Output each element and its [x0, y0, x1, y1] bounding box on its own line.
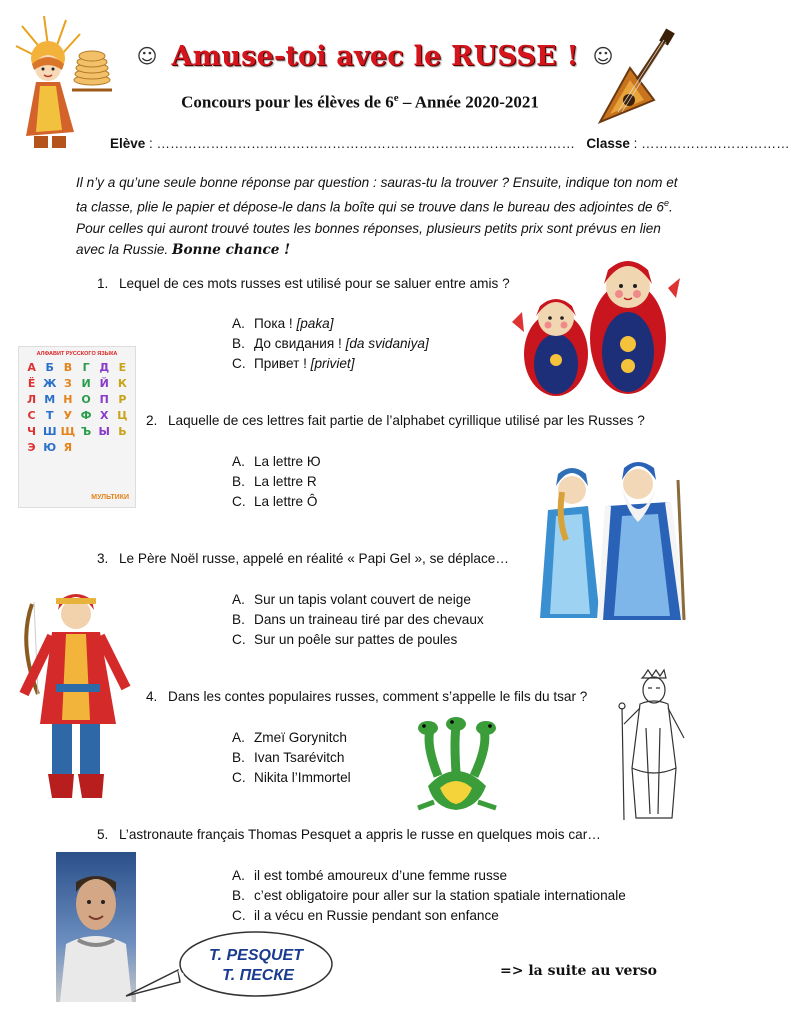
poster-heading: АЛФАВИТ РУССКОГО ЯЗЫКА — [36, 351, 118, 357]
title-row — [136, 34, 614, 78]
option-text: Dans un traineau tiré par des chevaux — [254, 612, 484, 627]
option-letter: B. — [232, 474, 245, 489]
smiley-left-icon: ☺ — [136, 44, 158, 68]
question-number: 1. — [97, 276, 109, 291]
poster-letter: Щ — [60, 425, 76, 438]
poster-letter: Ш — [42, 425, 57, 438]
question-4-options — [232, 728, 351, 788]
poster-letter-grid — [19, 357, 135, 455]
question-5-options — [232, 866, 626, 926]
option-letter: B. — [232, 750, 245, 765]
page-title: Amuse-toi avec le RUSSE ! — [171, 40, 579, 72]
poster-letter: Г — [82, 361, 90, 374]
eleve-sep: : — [145, 136, 157, 151]
option-letter: B. — [232, 612, 245, 627]
option-text: c’est obligatoire pour aller sur la station spatiale internationale — [254, 888, 626, 903]
poster-letter: И — [81, 377, 91, 390]
question-number: 2. — [146, 413, 158, 428]
intro-text-2: . Pour celles qui auront trouvé toutes les bonnes réponses, plusieurs petits prix sont prévus en lien avec la Russie. — [76, 199, 673, 257]
question-5 — [97, 827, 601, 842]
option-letter: B. — [232, 336, 245, 351]
poster-letter: Й — [99, 377, 109, 390]
question-number: 3. — [97, 551, 109, 566]
option-letter: C. — [232, 494, 246, 509]
poster-letter: Ы — [98, 425, 110, 438]
poster-letter: Ф — [80, 409, 92, 422]
option-c[interactable] — [232, 630, 484, 650]
poster-letter: Ж — [43, 377, 57, 390]
option-c[interactable] — [232, 354, 429, 374]
option-letter: C. — [232, 356, 246, 371]
poster-letter: Ю — [43, 441, 57, 454]
option-letter: C. — [232, 908, 246, 923]
option-b[interactable] — [232, 886, 626, 906]
subtitle — [120, 92, 600, 113]
intro-sup: e — [663, 198, 669, 208]
option-c[interactable] — [232, 768, 351, 788]
intro-text-1: Il n’y a qu’une seule bonne réponse par question : sauras-tu la trouver ? Ensuite, indique ton nom et ta classe, plie le papier et dépose-le dans la boîte qui se trouve dans le bureau des adjointes de 6 — [76, 175, 678, 215]
option-b[interactable] — [232, 610, 484, 630]
classe-field[interactable]: …………………………… — [641, 136, 790, 151]
name-speech-bubble — [118, 928, 336, 1004]
poster-letter: Ё — [27, 377, 36, 390]
option-transliteration: [paka] — [296, 316, 334, 331]
option-text: Sur un poêle sur pattes de poules — [254, 632, 458, 647]
subtitle-year: – Année 2020-2021 — [398, 92, 539, 112]
option-text: Привет ! — [254, 356, 311, 371]
three-headed-dragon-illustration — [408, 716, 504, 816]
bubble-line-2: T. ПЕСКЕ — [222, 967, 294, 984]
poster-letter: Ц — [117, 409, 128, 422]
question-4 — [146, 689, 587, 704]
option-b[interactable] — [232, 334, 429, 354]
question-number: 4. — [146, 689, 158, 704]
option-text: il est tombé amoureux d’une femme russe — [254, 868, 508, 883]
poster-letter: С — [27, 409, 36, 422]
option-a[interactable] — [232, 590, 484, 610]
question-text: Lequel de ces mots russes est utilisé pour se saluer entre amis ? — [119, 276, 510, 291]
question-text: Le Père Noël russe, appelé en réalité « Papi Gel », se déplace… — [119, 551, 509, 566]
subtitle-main: Concours pour les élèves de 6 — [181, 92, 394, 112]
option-b[interactable] — [232, 748, 351, 768]
option-letter: A. — [232, 592, 245, 607]
girl-with-pancakes-illustration — [14, 12, 114, 162]
classe-sep: : — [629, 136, 642, 151]
poster-letter: Р — [118, 393, 127, 406]
eleve-label: Elève — [110, 136, 146, 151]
option-text: До свидания ! — [254, 336, 346, 351]
ivan-tsarevich-illustration — [12, 584, 140, 806]
option-transliteration: [priviet] — [310, 356, 355, 371]
poster-letter: Э — [27, 441, 36, 454]
koschei-illustration — [610, 668, 694, 824]
smiley-right-icon: ☺ — [592, 44, 614, 68]
option-a[interactable] — [232, 728, 351, 748]
poster-letter: М — [44, 393, 56, 406]
question-3-options — [232, 590, 484, 650]
question-1-options — [232, 314, 429, 374]
question-number: 5. — [97, 827, 109, 842]
option-letter: A. — [232, 868, 245, 883]
question-text: L’astronaute français Thomas Pesquet a appris le russe en quelques mois car… — [119, 827, 601, 842]
option-letter: A. — [232, 730, 245, 745]
poster-letter: Б — [45, 361, 54, 374]
option-text: Пока ! — [254, 316, 297, 331]
question-2 — [146, 413, 645, 428]
poster-letter: З — [63, 377, 72, 390]
poster-letter: Т — [45, 409, 54, 422]
option-text: La lettre Ô — [254, 494, 318, 509]
poster-letter: Н — [63, 393, 73, 406]
option-a[interactable] — [232, 866, 626, 886]
bubble-line-1: T. PESQUET — [209, 947, 303, 964]
question-text: Dans les contes populaires russes, comment s’appelle le fils du tsar ? — [168, 689, 588, 704]
option-a[interactable] — [232, 452, 321, 472]
option-text: Sur un tapis volant couvert de neige — [254, 592, 471, 607]
option-text: Zmeï Gorynitch — [254, 730, 347, 745]
poster-letter: У — [63, 409, 73, 422]
poster-brand: МУЛЬТИКИ — [91, 494, 129, 501]
option-text: Ivan Tsarévitch — [254, 750, 345, 765]
option-b[interactable] — [232, 472, 321, 492]
poster-letter: О — [81, 393, 91, 406]
question-2-options — [232, 452, 321, 512]
option-letter: C. — [232, 770, 246, 785]
poster-letter: П — [99, 393, 109, 406]
poster-letter: Х — [100, 409, 109, 422]
option-letter: C. — [232, 632, 246, 647]
classe-label: Classe — [586, 136, 630, 151]
subtitle-sup: e — [393, 92, 399, 104]
option-a[interactable] — [232, 314, 429, 334]
poster-letter: Л — [27, 393, 37, 406]
student-info-row — [110, 136, 790, 151]
poster-letter: А — [27, 361, 36, 374]
option-letter: B. — [232, 888, 245, 903]
poster-letter: Е — [118, 361, 127, 374]
question-text: Laquelle de ces lettres fait partie de l’alphabet cyrillique utilisé par les Russes ? — [168, 413, 645, 428]
poster-letter: Д — [99, 361, 110, 374]
matryoshka-dolls-illustration — [508, 248, 686, 398]
poster-letter: К — [117, 377, 127, 390]
option-text: La lettre Ю — [254, 454, 321, 469]
continue-on-back-note: => la suite au verso — [500, 963, 657, 979]
option-transliteration: [da svidaniya] — [345, 336, 429, 351]
question-1 — [97, 276, 510, 291]
poster-letter: Я — [63, 441, 73, 454]
option-text: La lettre R — [254, 474, 317, 489]
poster-letter: Ь — [118, 425, 127, 438]
option-c[interactable] — [232, 492, 321, 512]
cyrillic-alphabet-poster — [18, 346, 136, 508]
poster-letter: Ч — [27, 425, 37, 438]
option-letter: A. — [232, 316, 245, 331]
eleve-field[interactable]: ………………………………………………………………………………… — [156, 136, 576, 151]
option-c[interactable] — [232, 906, 626, 926]
poster-letter: В — [63, 361, 73, 374]
option-text: Nikita l’Immortel — [254, 770, 351, 785]
poster-letter: Ъ — [80, 425, 92, 438]
option-text: il a vécu en Russie pendant son enfance — [254, 908, 499, 923]
question-3 — [97, 551, 509, 566]
ded-moroz-snegurochka-illustration — [538, 450, 688, 622]
option-letter: A. — [232, 454, 245, 469]
bonne-chance: Bonne chance ! — [171, 241, 291, 258]
